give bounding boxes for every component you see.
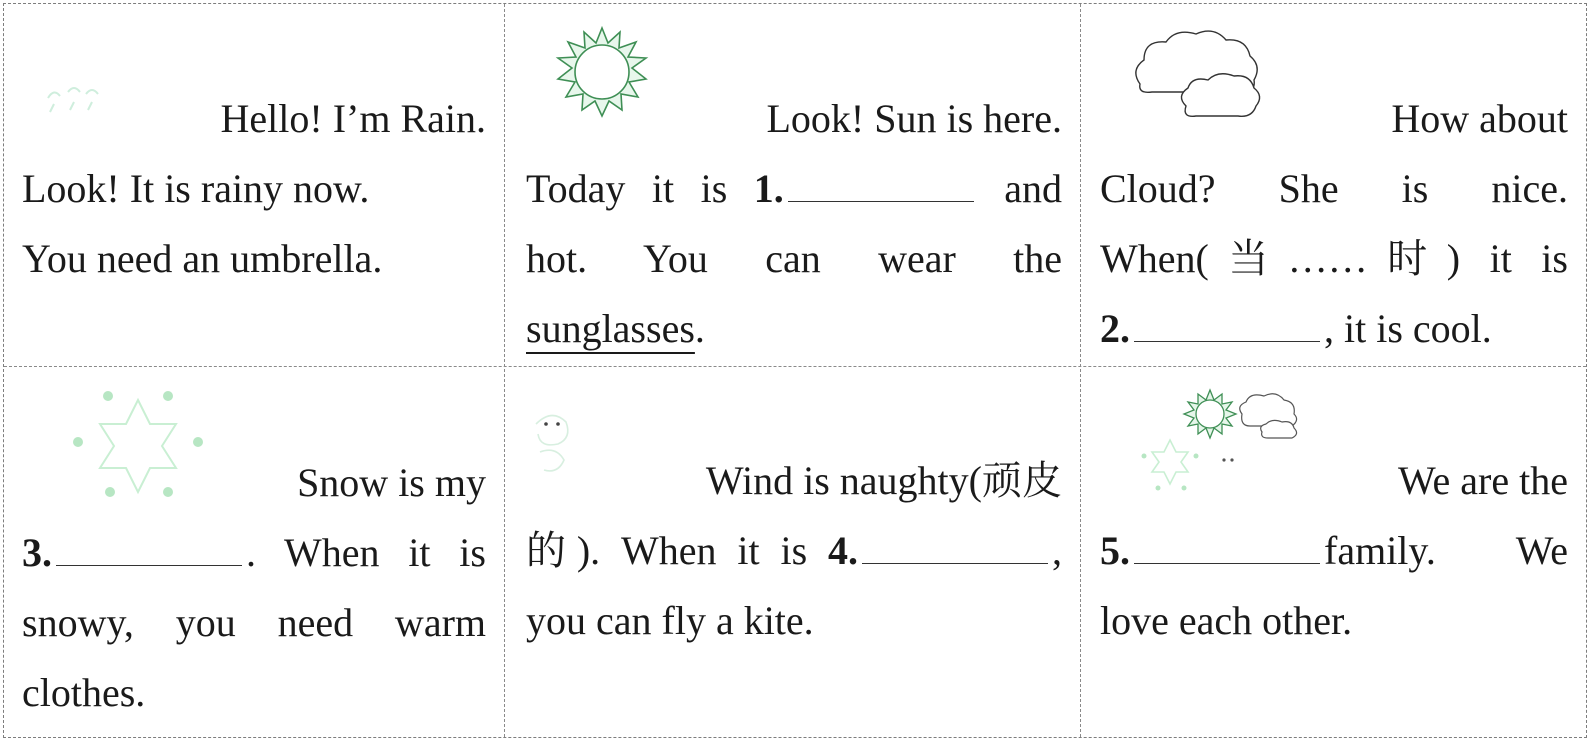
card-wind (504, 366, 1080, 739)
card-sun (504, 4, 1080, 366)
blank-3-number: 3. (22, 530, 52, 575)
sun-line-4-tail: . (694, 306, 705, 351)
family-line-3: love each other. (1100, 598, 1353, 643)
blank-2[interactable] (1134, 311, 1320, 342)
rain-line-1: Hello! I’m Rain. (220, 96, 486, 141)
blank-3[interactable] (56, 535, 242, 566)
blank-5[interactable] (1134, 533, 1320, 564)
card-cloud (1080, 4, 1588, 366)
cloud-line-4-post: , it is cool. (1324, 306, 1492, 351)
wind-line-2-post: , (1052, 528, 1062, 573)
blank-4[interactable] (862, 533, 1048, 564)
blank-1-number: 1. (753, 166, 784, 211)
family-line-2-post: family. We (1324, 528, 1568, 573)
family-line-1: We are the (1398, 458, 1568, 503)
snow-line-3: snowy, you need warm (22, 600, 486, 645)
sun-line-2-pre: Today it is (526, 166, 754, 211)
wind-line-2-pre: 的). When it is (526, 528, 828, 573)
card-rain (4, 4, 504, 366)
wind-line-3: you can fly a kite. (526, 598, 814, 643)
snow-line-2-post: . When it is (246, 530, 486, 575)
rain-line-3: You need an umbrella. (22, 236, 383, 281)
sunglasses-word: sunglasses (526, 306, 695, 351)
worksheet-table (3, 3, 1587, 738)
blank-2-number: 2. (1100, 306, 1130, 351)
cloud-line-2: Cloud? She is nice. (1100, 166, 1568, 211)
card-snow (4, 366, 504, 739)
snow-line-1: Snow is my (297, 460, 486, 505)
cloud-line-1: How about (1391, 96, 1568, 141)
sun-line-2-post: and (977, 166, 1062, 211)
cloud-line-3: When(当……时) it is (1100, 236, 1568, 281)
blank-5-number: 5. (1100, 528, 1130, 573)
blank-4-number: 4. (828, 528, 858, 573)
sun-line-3: hot. You can wear the (526, 236, 1062, 281)
card-family (1080, 366, 1588, 739)
wind-line-1: Wind is naughty(顽皮 (705, 458, 1062, 503)
sun-line-1: Look! Sun is here. (766, 96, 1062, 141)
rain-line-2: Look! It is rainy now. (22, 166, 370, 211)
blank-1[interactable] (788, 171, 974, 202)
snow-line-4: clothes. (22, 670, 146, 715)
